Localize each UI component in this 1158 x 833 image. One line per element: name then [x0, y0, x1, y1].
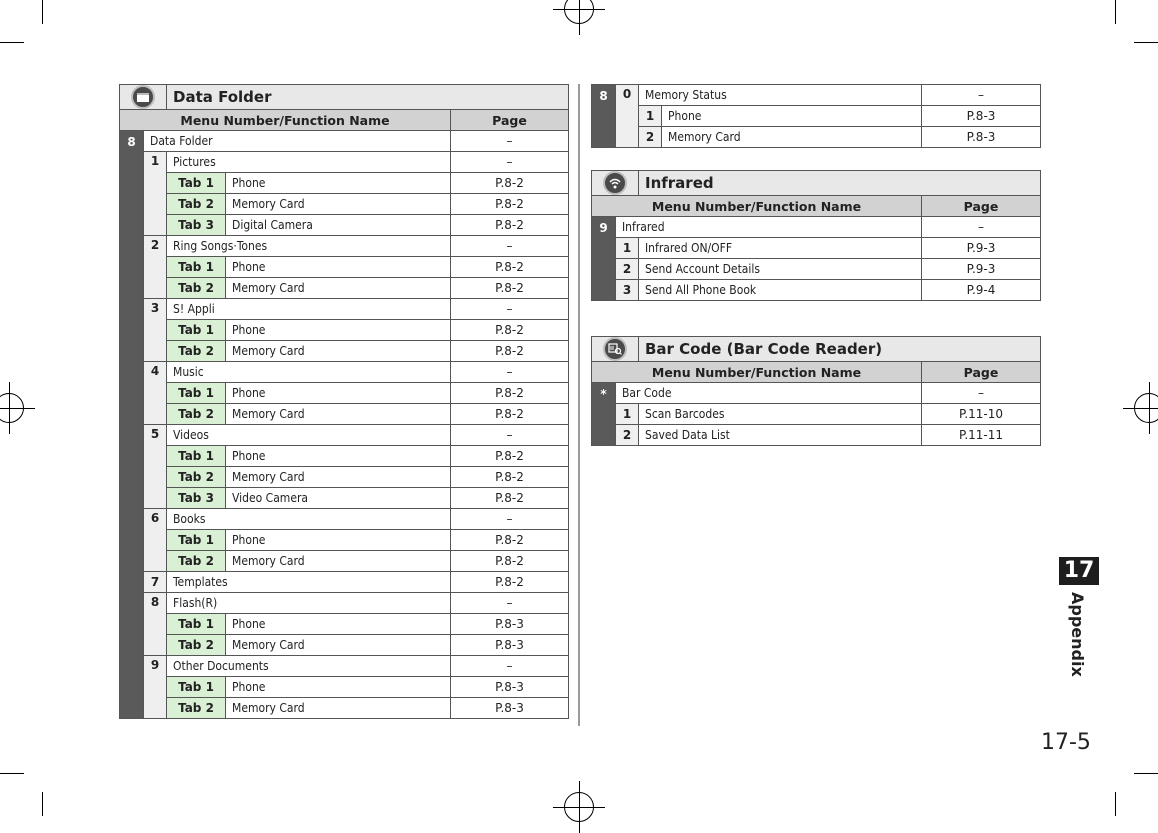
- tab-page: P.8-2: [451, 488, 569, 509]
- data-folder-tab-row: [120, 404, 569, 425]
- tab-number: Tab 2: [167, 404, 226, 425]
- tab-page: P.8-3: [451, 635, 569, 656]
- tab-number: Tab 3: [167, 488, 226, 509]
- tab-label: Memory Card: [226, 341, 451, 362]
- group-page: –: [451, 299, 569, 320]
- tab-page: P.8-3: [451, 677, 569, 698]
- tab-number: Tab 2: [167, 341, 226, 362]
- registration-mark-bottom: [564, 792, 594, 822]
- group-label: Pictures: [167, 152, 451, 173]
- group-number: 7: [144, 572, 167, 593]
- registration-mark-left: [0, 393, 24, 423]
- barcode-title: Bar Code (Bar Code Reader): [639, 337, 1041, 362]
- group-number: 2: [144, 236, 167, 299]
- group-page: P.8-2: [451, 572, 569, 593]
- group-label: Videos: [167, 425, 451, 446]
- infrared-root-number: 9: [592, 217, 616, 301]
- tab-number: Tab 1: [167, 614, 226, 635]
- item-number: 2: [616, 425, 639, 446]
- group-page: –: [451, 362, 569, 383]
- tab-number: Tab 2: [167, 635, 226, 656]
- tab-label: Phone: [226, 530, 451, 551]
- item-label: Send All Phone Book: [639, 280, 922, 301]
- data-folder-tab-row: [120, 467, 569, 488]
- group-label: Other Documents: [167, 656, 451, 677]
- tab-number: Tab 2: [167, 551, 226, 572]
- barcode-root-row: [592, 383, 1041, 404]
- item-number: 1: [616, 404, 639, 425]
- group-label: Ring Songs·Tones: [167, 236, 451, 257]
- tab-number: Tab 1: [167, 530, 226, 551]
- tab-page: P.8-2: [451, 551, 569, 572]
- group-label: Flash(R): [167, 593, 451, 614]
- group-page: –: [451, 152, 569, 173]
- memory-status-root-number: 8: [592, 85, 616, 148]
- barcode-item-row: [592, 425, 1041, 446]
- crop-mark-br-h: [1134, 773, 1158, 774]
- barcode-table: [591, 336, 1041, 446]
- infrared-item-row: [592, 238, 1041, 259]
- item-label: Saved Data List: [639, 425, 922, 446]
- data-folder-tab-row: [120, 551, 569, 572]
- column-divider: [578, 84, 580, 726]
- tab-label: Phone: [226, 320, 451, 341]
- group-page: –: [451, 509, 569, 530]
- tab-label: Memory Card: [226, 467, 451, 488]
- crop-mark-bl-v: [42, 792, 43, 816]
- data-folder-tab-row: [120, 677, 569, 698]
- tab-label: Memory Card: [226, 404, 451, 425]
- data-folder-group-row: [120, 362, 569, 383]
- tab-label: Phone: [226, 257, 451, 278]
- tab-number: Tab 1: [167, 257, 226, 278]
- barcode-root-page: –: [922, 383, 1041, 404]
- item-number: 1: [616, 238, 639, 259]
- data-folder-tab-row: [120, 278, 569, 299]
- tab-number: Tab 1: [167, 383, 226, 404]
- memory-status-row: [592, 85, 1041, 106]
- tab-page: P.8-2: [451, 530, 569, 551]
- item-number: 3: [616, 280, 639, 301]
- group-label: Music: [167, 362, 451, 383]
- tab-page: P.8-2: [451, 215, 569, 236]
- tab-page: P.8-2: [451, 257, 569, 278]
- infrared-icon: [603, 171, 627, 195]
- group-number: 4: [144, 362, 167, 425]
- tab-label: Memory Card: [226, 698, 451, 719]
- infrared-title-row: [592, 171, 1041, 196]
- item-page: P.9-4: [922, 280, 1041, 301]
- data-folder-tab-row: [120, 635, 569, 656]
- tab-label: Phone: [226, 383, 451, 404]
- group-page: –: [451, 656, 569, 677]
- infrared-root-page: –: [922, 217, 1041, 238]
- tab-label: Memory Card: [226, 194, 451, 215]
- data-folder-group-row: [120, 236, 569, 257]
- memory-status-table: [591, 84, 1041, 148]
- group-label: S! Appli: [167, 299, 451, 320]
- barcode-root-label: Bar Code: [616, 383, 922, 404]
- header-page: Page: [922, 196, 1041, 217]
- chapter-number-badge: 17: [1059, 557, 1099, 585]
- barcode-root-number: *: [592, 383, 616, 446]
- registration-mark-top: [564, 0, 594, 24]
- memory-status-page: –: [922, 85, 1041, 106]
- item-label: Memory Card: [662, 127, 922, 148]
- item-page: P.9-3: [922, 259, 1041, 280]
- tab-number: Tab 2: [167, 467, 226, 488]
- chapter-label: Appendix: [1068, 592, 1087, 677]
- group-page: –: [451, 236, 569, 257]
- tab-label: Video Camera: [226, 488, 451, 509]
- data-folder-title-row: [120, 85, 569, 110]
- tab-page: P.8-2: [451, 446, 569, 467]
- tab-number: Tab 1: [167, 320, 226, 341]
- tab-label: Digital Camera: [226, 215, 451, 236]
- header-page: Page: [451, 110, 569, 131]
- tab-number: Tab 2: [167, 278, 226, 299]
- folder-icon: [131, 85, 155, 109]
- tab-page: P.8-2: [451, 173, 569, 194]
- crop-mark-br-v: [1115, 792, 1116, 816]
- data-folder-tab-row: [120, 173, 569, 194]
- data-folder-header-row: [120, 110, 569, 131]
- memory-status-label: Memory Status: [639, 85, 922, 106]
- header-menu-number: Menu Number/Function Name: [120, 110, 451, 131]
- item-page: P.9-3: [922, 238, 1041, 259]
- data-folder-group-row: [120, 572, 569, 593]
- item-label: Infrared ON/OFF: [639, 238, 922, 259]
- infrared-item-row: [592, 280, 1041, 301]
- tab-page: P.8-2: [451, 278, 569, 299]
- tab-page: P.8-2: [451, 383, 569, 404]
- data-folder-tab-row: [120, 341, 569, 362]
- data-folder-tab-row: [120, 698, 569, 719]
- group-number: 5: [144, 425, 167, 509]
- memory-status-item-row: [592, 127, 1041, 148]
- data-folder-group-row: [120, 656, 569, 677]
- group-number: 1: [144, 152, 167, 236]
- tab-page: P.8-3: [451, 614, 569, 635]
- tab-label: Phone: [226, 614, 451, 635]
- infrared-header-row: [592, 196, 1041, 217]
- header-menu-number: Menu Number/Function Name: [592, 196, 922, 217]
- item-number: 1: [639, 106, 662, 127]
- item-page: P.11-11: [922, 425, 1041, 446]
- data-folder-group-row: [120, 425, 569, 446]
- tab-number: Tab 1: [167, 173, 226, 194]
- tab-number: Tab 1: [167, 677, 226, 698]
- barcode-header-row: [592, 362, 1041, 383]
- crop-mark-bl-h: [0, 773, 24, 774]
- data-folder-tab-row: [120, 446, 569, 467]
- data-folder-tab-row: [120, 194, 569, 215]
- tab-number: Tab 1: [167, 446, 226, 467]
- tab-number: Tab 3: [167, 215, 226, 236]
- data-folder-tab-row: [120, 530, 569, 551]
- data-folder-tab-row: [120, 614, 569, 635]
- tab-page: P.8-2: [451, 404, 569, 425]
- page-number: 17-5: [1041, 730, 1091, 755]
- tab-number: Tab 2: [167, 194, 226, 215]
- group-number: 6: [144, 509, 167, 572]
- data-folder-tab-row: [120, 488, 569, 509]
- item-label: Send Account Details: [639, 259, 922, 280]
- tab-label: Memory Card: [226, 635, 451, 656]
- data-folder-group-row: [120, 299, 569, 320]
- barcode-item-row: [592, 404, 1041, 425]
- tab-page: P.8-2: [451, 320, 569, 341]
- tab-page: P.8-2: [451, 194, 569, 215]
- data-folder-title: Data Folder: [167, 85, 569, 110]
- item-label: Phone: [662, 106, 922, 127]
- tab-number: Tab 2: [167, 698, 226, 719]
- data-folder-table: [119, 84, 569, 719]
- data-folder-tab-row: [120, 320, 569, 341]
- group-page: –: [451, 425, 569, 446]
- data-folder-root-label: Data Folder: [144, 131, 451, 152]
- memory-status-sub-number: 0: [616, 85, 639, 148]
- data-folder-group-row: [120, 593, 569, 614]
- tab-label: Phone: [226, 677, 451, 698]
- tab-label: Phone: [226, 173, 451, 194]
- crop-mark-tl-v: [42, 0, 43, 24]
- group-number: 8: [144, 593, 167, 656]
- data-folder-tab-row: [120, 383, 569, 404]
- infrared-root-label: Infrared: [616, 217, 922, 238]
- data-folder-tab-row: [120, 257, 569, 278]
- tab-page: P.8-3: [451, 698, 569, 719]
- barcode-icon-cell: [592, 337, 639, 362]
- item-number: 2: [616, 259, 639, 280]
- data-folder-icon-cell: [120, 85, 167, 110]
- item-number: 2: [639, 127, 662, 148]
- tab-label: Memory Card: [226, 278, 451, 299]
- group-label: Templates: [167, 572, 451, 593]
- group-number: 9: [144, 656, 167, 719]
- header-page: Page: [922, 362, 1041, 383]
- infrared-icon-cell: [592, 171, 639, 196]
- tab-label: Phone: [226, 446, 451, 467]
- tab-label: Memory Card: [226, 551, 451, 572]
- group-label: Books: [167, 509, 451, 530]
- group-number: 3: [144, 299, 167, 362]
- crop-mark-tl-h: [0, 42, 24, 43]
- barcode-reader-icon: [603, 337, 627, 361]
- item-page: P.11-10: [922, 404, 1041, 425]
- item-page: P.8-3: [922, 106, 1041, 127]
- data-folder-group-row: [120, 509, 569, 530]
- crop-mark-tr-h: [1134, 42, 1158, 43]
- data-folder-root-page: –: [451, 131, 569, 152]
- data-folder-root-row: [120, 131, 569, 152]
- item-label: Scan Barcodes: [639, 404, 922, 425]
- item-page: P.8-3: [922, 127, 1041, 148]
- infrared-item-row: [592, 259, 1041, 280]
- memory-status-item-row: [592, 106, 1041, 127]
- crop-mark-tr-v: [1115, 0, 1116, 24]
- data-folder-group-row: [120, 152, 569, 173]
- data-folder-root-number: 8: [120, 131, 144, 719]
- infrared-title: Infrared: [639, 171, 1041, 196]
- infrared-root-row: [592, 217, 1041, 238]
- data-folder-tab-row: [120, 215, 569, 236]
- group-page: –: [451, 593, 569, 614]
- header-menu-number: Menu Number/Function Name: [592, 362, 922, 383]
- barcode-title-row: [592, 337, 1041, 362]
- infrared-table: [591, 170, 1041, 301]
- registration-mark-right: [1134, 393, 1158, 423]
- tab-page: P.8-2: [451, 467, 569, 488]
- tab-page: P.8-2: [451, 341, 569, 362]
